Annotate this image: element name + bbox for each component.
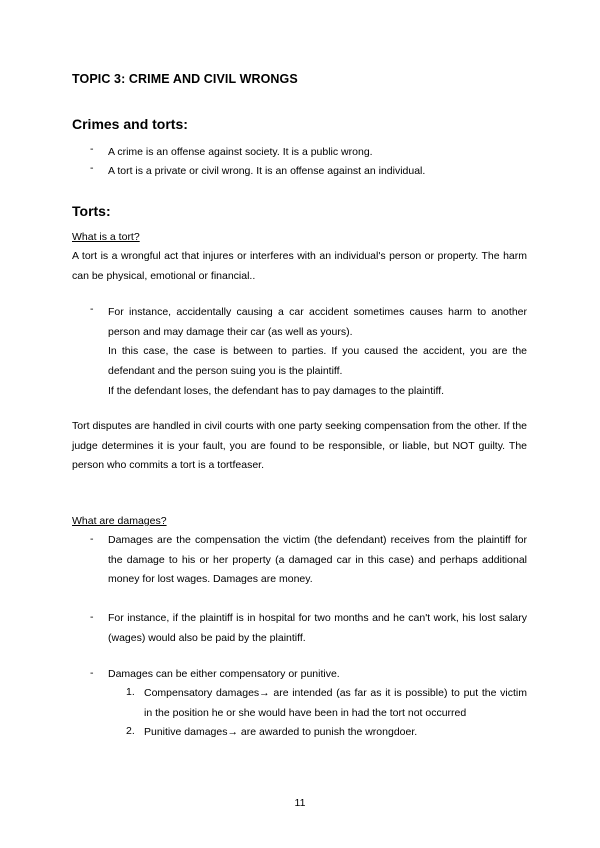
list-item-text: Damages can be either compensatory or punitive. xyxy=(108,668,340,680)
tort-definition: A tort is a wrongful act that injures or interferes with an individual's person or property. The harm can be physical, emotional or financial.. xyxy=(72,250,527,282)
numbered-item-text: Compensatory damages→ are intended (as far as it is possible) to put the victim in the position he or she would have been in had the tort not occurred xyxy=(144,687,527,719)
bullet-dash: - xyxy=(90,162,94,174)
bullet-dash: - xyxy=(90,303,94,315)
example-line: For instance, accidentally causing a car accident sometimes causes harm to another person and may damage their car (as well as yours). xyxy=(108,306,527,338)
bullet-dash: - xyxy=(90,143,94,155)
item-number: 2. xyxy=(126,725,135,737)
example-line: If the defendant loses, the defendant has to pay damages to the plaintiff. xyxy=(108,384,445,397)
what-are-damages-subheading: What are damages? xyxy=(72,515,167,527)
list-item-text xyxy=(108,303,527,402)
list-item-text: Damages are the compensation the victim (the defendant) receives from the plaintiff for the damage to his or her property (a damaged car in this case) and perhaps additional money for lost wages. Damages are money. xyxy=(108,534,527,586)
page-number: 11 xyxy=(294,797,306,809)
bullet-dash: - xyxy=(90,533,94,545)
list-item-text: A tort is a private or civil wrong. It is an offense against an individual. xyxy=(108,165,426,177)
bullet-dash: - xyxy=(90,611,94,623)
torts-heading: Torts: xyxy=(72,203,111,219)
numbered-item-text: Punitive damages→ are awarded to punish the wrongdoer. xyxy=(144,726,418,738)
list-item-text: A crime is an offense against society. It is a public wrong. xyxy=(108,146,373,158)
crimes-torts-heading: Crimes and torts: xyxy=(72,116,188,132)
bullet-dash: - xyxy=(90,667,94,679)
example-line: In this case, the case is between to parties. If you caused the accident, you are the defendant and the person suing you is the plaintiff. xyxy=(108,345,527,378)
what-is-tort-subheading: What is a tort? xyxy=(72,231,140,243)
page-title: TOPIC 3: CRIME AND CIVIL WRONGS xyxy=(72,72,298,86)
tort-disputes-paragraph: Tort disputes are handled in civil courts with one party seeking compensation from the other. If the judge determines it is your fault, you are found to be responsible, or liable, but NOT guilty. The person who commits a tort is a tortfeaser. xyxy=(72,420,527,472)
list-item-text: For instance, if the plaintiff is in hospital for two months and he can't work, his lost salary (wages) would also be paid by the plaintiff. xyxy=(108,612,527,644)
item-number: 1. xyxy=(126,686,135,698)
